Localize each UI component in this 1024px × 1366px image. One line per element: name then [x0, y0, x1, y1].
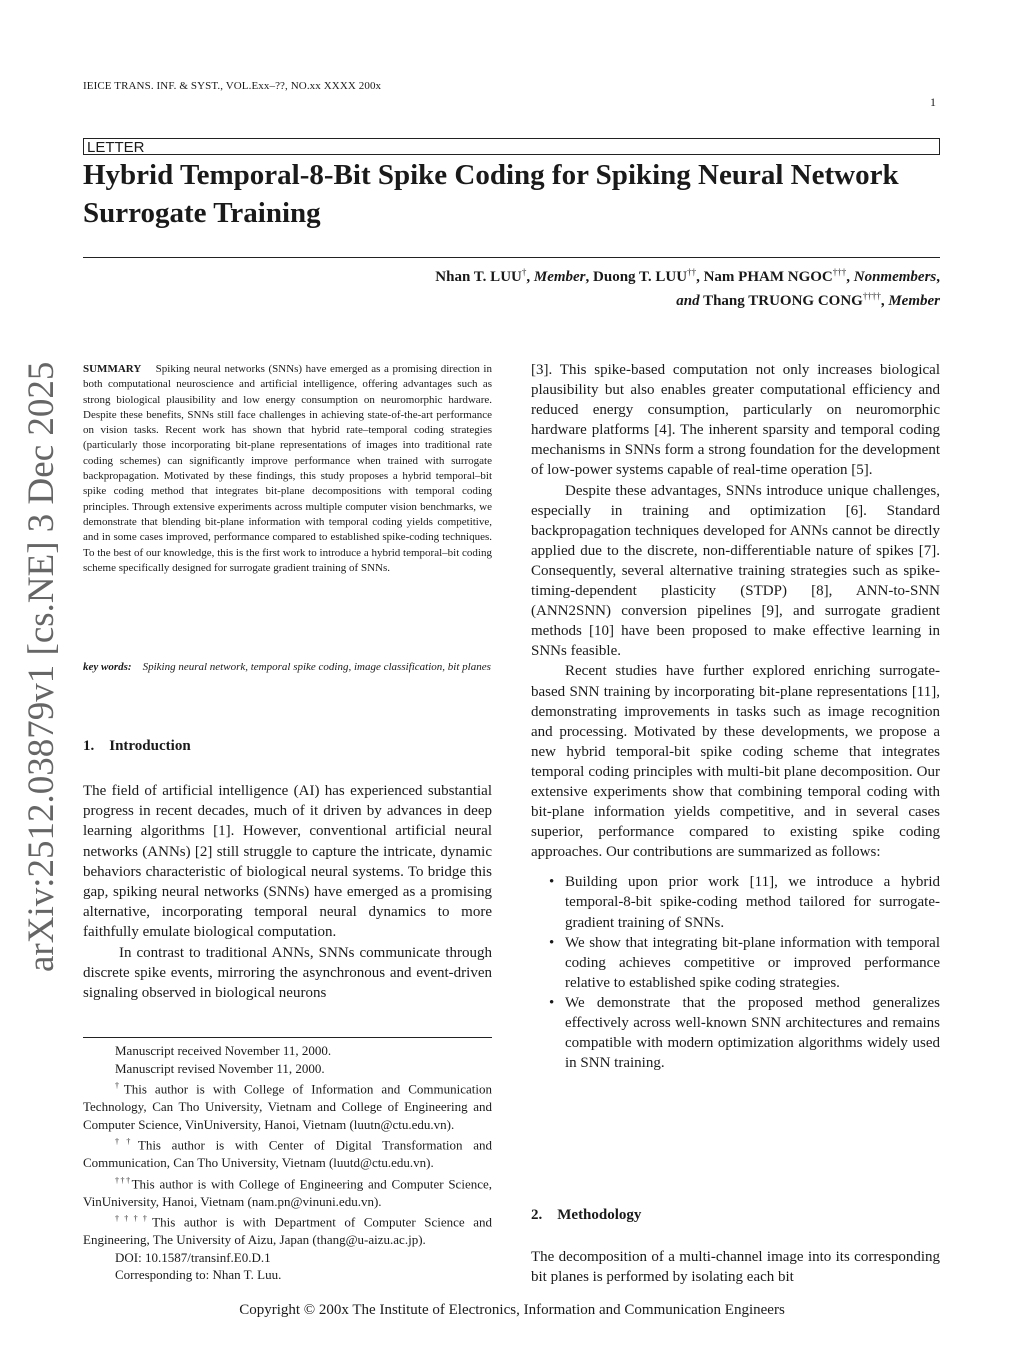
footnote-affiliation: [83, 1172, 492, 1211]
footnote-text: This author is with College of Information and Communication Technology, Can Tho University, Vietnam and College of Engineering and Computer Science, VinUniversity, Hanoi, Vietnam (luutn@ctu.edu.vn).: [83, 1081, 492, 1132]
keywords: [83, 659, 492, 675]
author-role: Member: [888, 293, 940, 309]
running-header: IEICE TRANS. INF. & SYST., VOL.Exx–??, NO.xx XXXX 200x: [83, 80, 382, 92]
list-item: • We show that integrating bit-plane information with temporal coding achieves competitive or improved performance relative to established spike coding strategies.: [565, 933, 940, 993]
paragraph: Despite these advantages, SNNs introduce unique challenges, especially in training and optimization [6]. Standard backpropagation techniques developed for ANNs cannot be directly applied due to the discrete, non-differentiable nature of spikes [7]. Consequently, several alternative training strategies such as spike-timing-dependent plasticity (STDP) [8], ANN-to-SNN (ANN2SNN) conversion pipelines [9], and surrogate gradient methods [10] have been proposed to make effective learning in SNNs feasible.: [531, 482, 940, 660]
abstract: [83, 362, 492, 576]
author-name: Thang TRUONG CONG: [703, 293, 863, 309]
paragraph: In contrast to traditional ANNs, SNNs communicate through discrete spike events, mirroring the asynchronous and event-driven signaling observed in biological neurons: [83, 944, 492, 1002]
section-heading-methodology: 2. Methodology: [531, 1207, 642, 1223]
author-name: Duong T. LUU: [593, 269, 688, 285]
section-heading-introduction: 1. Introduction: [83, 738, 191, 754]
affiliation-mark: †††: [832, 267, 847, 277]
footnote-mark: ††††: [115, 1214, 153, 1224]
footnote-affiliation: [83, 1133, 492, 1172]
affiliation-mark: ††: [687, 267, 697, 277]
author-list: Nhan T. LUU†, Member, Duong T. LUU††, Nam PHAM NGOC†††, Nonmembers, and Thang TRUONG CONG††††, Member: [435, 267, 940, 309]
footnote-rule: [83, 1037, 492, 1038]
author-name: Nam PHAM NGOC: [703, 269, 833, 285]
paper-title: Hybrid Temporal-8-Bit Spike Coding for Spiking Neural Network Surrogate Training: [83, 159, 899, 229]
left-column-body: [83, 781, 492, 1003]
footnote-mark: ††: [115, 1137, 138, 1147]
page-number: 1: [930, 95, 936, 109]
right-column-body: [531, 360, 940, 1073]
affiliation-mark: ††††: [862, 291, 881, 301]
paragraph: [3]. This spike-based computation not only increases biological plausibility but also enables greater computational efficiency and reduced energy consumption, particularly on neuromorphic hardware platforms [4]. The inherent sparsity and temporal coding mechanisms in SNNs form a strong foundation for the development of low-power systems capable of real-time operation [5].: [531, 362, 940, 479]
paragraph: The field of artificial intelligence (AI) has experienced substantial progress in recent decades, much of it driven by advances in deep learning algorithms [1]. However, conventional artificial neural networks (ANNs) [2] still struggle to capture the intricate, dynamic behaviors characteristic of biological neural systems. To bridge this gap, spiking neural networks (SNNs) have emerged as a promising alternative, incorporating temporal neural dynamics to more faithfully emulate biological computation.: [83, 783, 492, 941]
keywords-text: Spiking neural network, temporal spike coding, image classification, bit planes: [142, 661, 491, 673]
abstract-text: Spiking neural networks (SNNs) have emerged as a promising direction in both computational neuroscience and artificial intelligence, offering advantages such as strong biological plausibility and low energy consumption on neuromorphic hardware. Despite these benefits, SNNs still face challenges in achieving state-of-the-art performance on vision tasks. Recent work has shown that hybrid rate–temporal coding strategies (particularly those incorporating bit-plane representations of images into traditional rate coding schemes) can significantly improve performance when trained with surrogate backpropagation. Motivated by these findings, this study proposes a hybrid temporal–bit spike coding method that integrates bit-plane decompositions with temporal coding principles. Through extensive experiments across multiple computer vision benchmarks, we demonstrate that blending bit-plane information with temporal coding yields competitive, and in some cases improved, performance compared to established spike-coding techniques. To the best of our knowledge, this is the first work to introduce a hybrid temporal–bit coding scheme specifically designed for surrogate gradient training of SNNs.: [83, 363, 492, 574]
list-item: • Building upon prior work [11], we introduce a hybrid temporal-8-bit spike-coding method tailored for surrogate-gradient training of SNNs.: [565, 872, 940, 932]
footnote-affiliation: [83, 1210, 492, 1249]
footnote-corresponding: Corresponding to: Nhan T. Luu.: [115, 1267, 282, 1283]
copyright-footer: Copyright © 200x The Institute of Electronics, Information and Communication Engineers: [239, 1302, 785, 1318]
article-type: LETTER: [87, 139, 145, 156]
paragraph: Recent studies have further explored enriching surrogate-based SNN training by incorporating bit-plane representations [11], demonstrating improvements in tasks such as image recognition and processing. Motivated by these developments, we propose a new hybrid temporal-bit spike coding scheme that integrates temporal coding principles with multi-bit plane decomposition. Our extensive experiments show that combining temporal coding with bit-plane information yields competitive, and in several cases superior, performance compared to existing spike coding approaches. Our contributions are summarized as follows:: [531, 663, 940, 861]
footnote-affiliation: [83, 1077, 492, 1133]
keywords-label: key words:: [83, 661, 132, 673]
footnote-mark: †††: [115, 1175, 132, 1185]
author-role: Member: [533, 269, 586, 285]
arxiv-stamp: arXiv:2512.03879v1 [cs.NE] 3 Dec 2025: [21, 361, 62, 972]
title-rule: [83, 257, 940, 258]
footnote-revised: Manuscript revised November 11, 2000.: [115, 1060, 325, 1076]
article-type-box: [83, 138, 940, 155]
footnote-text: This author is with Center of Digital Transformation and Communication, Can Tho University, Vietnam (luutd@ctu.edu.vn).: [83, 1137, 492, 1171]
abstract-label: SUMMARY: [83, 363, 142, 375]
footnote-mark: †: [115, 1081, 124, 1091]
footnote-received: Manuscript received November 11, 2000.: [115, 1043, 332, 1058]
author-conjunction: and: [676, 293, 700, 309]
affiliation-mark: †: [521, 267, 527, 277]
paragraph: The decomposition of a multi-channel image into its corresponding bit planes is performed by isolating each bit: [531, 1249, 940, 1286]
footnote-text: This author is with Department of Computer Science and Engineering, The University of Aizu, Japan (thang@u-aizu.ac.jp).: [83, 1214, 492, 1248]
list-item: • We demonstrate that the proposed method generalizes effectively across well-known SNN architectures and remains compatible with modern optimization algorithms widely used in SNN training.: [565, 993, 940, 1073]
author-name: Nhan T. LUU: [435, 269, 522, 285]
footnotes: [83, 1042, 492, 1284]
author-role: Nonmembers: [853, 269, 937, 285]
footnote-text: This author is with College of Engineering and Computer Science, VinUniversity, Hanoi, Vietnam (nam.pn@vinuni.edu.vn).: [83, 1176, 493, 1209]
footnote-doi: DOI: 10.1587/transinf.E0.D.1: [115, 1249, 271, 1265]
contribution-list: [531, 872, 940, 1073]
